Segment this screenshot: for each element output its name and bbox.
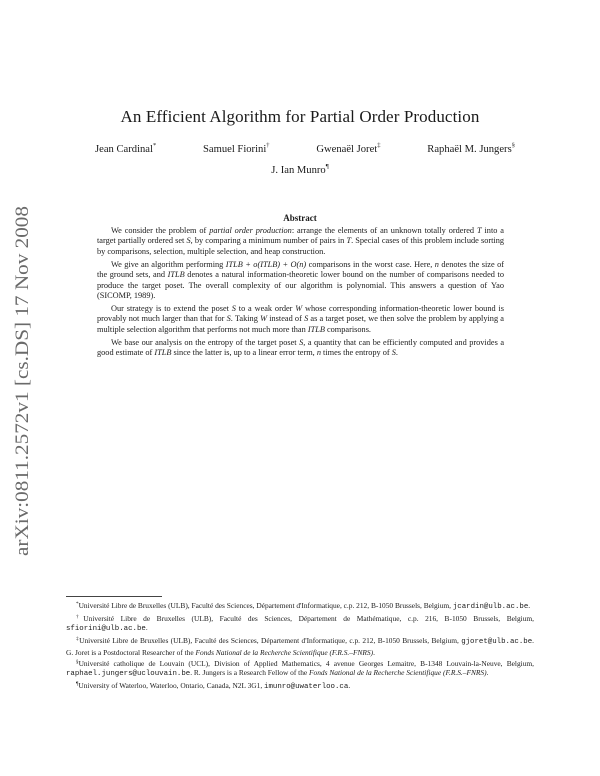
abstract-paragraph: We give an algorithm performing ITLB + o(ITLB) + O(n) comparisons in the worst case. Here, n denotes the size of the ground sets, and ITLB denotes a natural information-theoretic lower bound on the number of comparisons needed to produce the target poset. The overall complexity of our algorithm is polynomial. This answers a question of Yao (SICOMP, 1989). bbox=[97, 259, 505, 301]
abstract-heading: Abstract bbox=[283, 213, 317, 223]
footnote-divider bbox=[66, 596, 162, 597]
email-address: sfiorini@ulb.ac.be bbox=[66, 625, 146, 634]
email-address: imunro@uwaterloo.ca bbox=[264, 683, 349, 692]
abstract-paragraph: We consider the problem of partial order production: arrange the elements of an unknown totally ordered T into a target partially ordered set S, by comparing a minimum number of pairs in T. Special cases of this problem include sorting by comparisons, selection, multiple selection, and heap construction. bbox=[97, 226, 505, 256]
author-row-1 bbox=[95, 144, 515, 155]
arxiv-side-identifier-text: arXiv:0811.2572v1 [cs.DS] 17 Nov 2008 bbox=[12, 242, 33, 556]
author bbox=[203, 144, 270, 155]
paper-title: An Efficient Algorithm for Partial Order Production bbox=[120, 107, 480, 126]
footnote: ‡Université Libre de Bruxelles (ULB), Faculté des Sciences, Département d'Informatique, c.p. 212, B-1050 Brussels, Belgium, gjoret@ulb.ac.be. G. Joret is a Postdoctoral Researcher of the Fonds National de la Recherche Scientifique (F.R.S.–FNRS). bbox=[66, 636, 535, 657]
author bbox=[95, 144, 156, 155]
author-name: Gwenaël Joret bbox=[316, 144, 378, 155]
footnote: †Université Libre de Bruxelles (ULB), Faculté des Sciences, Département de Mathématique, c.p. 216, B-1050 Brussels, Belgium, sfiorini@ulb.ac.be. bbox=[66, 613, 535, 634]
email-address: jcardin@ulb.ac.be bbox=[452, 603, 529, 611]
author-mark: * bbox=[152, 142, 157, 149]
footnotes bbox=[66, 601, 534, 694]
abstract-paragraph: Our strategy is to extend the poset S to a weak order W whose corresponding information-theoretic lower bound is provably not much larger than that for S. Taking W instead of S as a target poset, we then solve the problem by applying a multiple selection algorithm that performs not much more than ITLB comparisons. bbox=[97, 304, 504, 334]
email-address: gjoret@ulb.ac.be bbox=[461, 638, 533, 647]
abstract-body bbox=[97, 226, 504, 361]
footnote: ¶University of Waterloo, Waterloo, Ontario, Canada, N2L 3G1, imunro@uwaterloo.ca. bbox=[76, 681, 351, 692]
author bbox=[316, 144, 380, 155]
footnote: *Université Libre de Bruxelles (ULB), Faculté des Sciences, Département d'Informatique, c.p. 212, B-1050 Brussels, Belgium, jcardin@ulb.ac.be. bbox=[76, 601, 531, 611]
author-name: Jean Cardinal bbox=[95, 144, 153, 155]
author-mark: ¶ bbox=[325, 163, 329, 170]
author-mark: ‡ bbox=[377, 142, 381, 149]
footnote: §Université catholique de Louvain (UCL), Division of Applied Mathematics, 4 avenue Georges Lemaitre, B-1348 Louvain-la-Neuve, Belgium, raphael.jungers@uclouvain.be. R. Jungers is a Research Fellow of the Fonds National de la Recherche Scientifique (F.R.S.–FNRS). bbox=[66, 658, 534, 679]
author-name: Raphaël M. Jungers bbox=[427, 144, 512, 155]
author bbox=[427, 144, 515, 155]
author bbox=[271, 165, 328, 176]
author-name: Samuel Fiorini bbox=[203, 144, 267, 155]
author-name: J. Ian Munro bbox=[271, 165, 326, 176]
author-mark: † bbox=[266, 142, 270, 149]
arxiv-side-identifier bbox=[4, 200, 36, 560]
author-row-2 bbox=[0, 165, 600, 176]
arxiv-side-identifier-graphic bbox=[4, 200, 36, 560]
email-address: raphael.jungers@uclouvain.be bbox=[66, 670, 191, 679]
author-mark: § bbox=[511, 142, 515, 149]
abstract-paragraph: We base our analysis on the entropy of the target poset S, a quantity that can be efficiently computed and provides a good estimate of ITLB since the latter is, up to a linear error term, n times the entropy of S. bbox=[97, 337, 504, 358]
